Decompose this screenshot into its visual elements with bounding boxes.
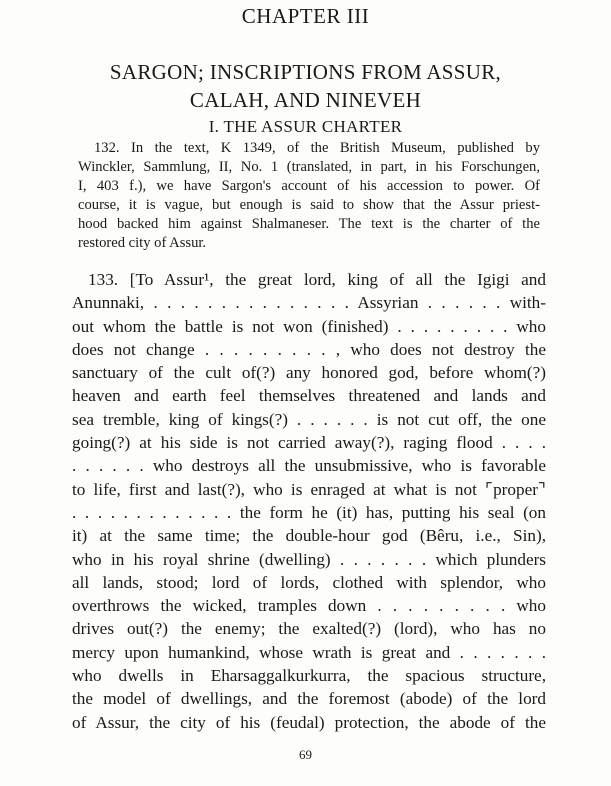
text-line: mercy upon humankind, whose wrath is great and . . . . . . .	[72, 642, 546, 662]
text-line: I, 403 f.), we have Sargon's account of his accession to power. Of	[78, 178, 540, 194]
text-line: to life, first and last(?), who is enraged at what is not ⌜proper⌝	[72, 479, 546, 499]
paragraph-132	[78, 139, 540, 253]
text-line: sea tremble, king of kings(?) . . . . . . is not cut off, the one	[72, 409, 546, 429]
text-line: sanctuary of the cult of(?) any honored god, before whom(?)	[72, 363, 546, 383]
text-line: restored city of Assur.	[78, 235, 207, 251]
text-line: . . . . . . . . . . . . . the form he (it) has, putting his seal (on	[72, 502, 546, 522]
text-line: Winckler, Sammlung, II, No. 1 (translated, in part, in his Forschungen,	[78, 159, 540, 175]
text-line: course, it is vague, but enough is said to show that the Assur priest-	[78, 197, 540, 213]
text-line: . . . . . . who destroys all the unsubmissive, who is favorable	[72, 456, 546, 476]
chapter-title-line: CALAH, AND NINEVEH	[189, 88, 422, 112]
text-line: going(?) at his side is not carried away(?), raging flood . . . .	[72, 433, 546, 453]
text-line: of Assur, the city of his (feudal) protection, the abode of the	[72, 712, 546, 732]
chapter-heading: CHAPTER III	[241, 4, 370, 28]
text-line: drives out(?) the enemy; the exalted(?) (lord), who has no	[72, 619, 546, 639]
text-line: the model of dwellings, and the foremost (abode) of the lord	[72, 689, 546, 709]
text-line: Anunnaki, . . . . . . . . . . . . . . . Assyrian . . . . . . with-	[72, 293, 546, 313]
paragraph-133	[72, 268, 546, 734]
text-line: overthrows the wicked, tramples down . . . . . . . . . who	[72, 596, 546, 616]
text-line: it) at the same time; the double-hour god (Bêru, i.e., Sin),	[72, 526, 546, 546]
text-line: who in his royal shrine (dwelling) . . . . . . . which plunders	[72, 549, 546, 569]
text-line: who dwells in Eharsaggalkurkurra, the spacious structure,	[72, 666, 546, 686]
chapter-title	[0, 58, 611, 114]
page-number: 69	[299, 747, 312, 762]
text-line: does not change . . . . . . . . . , who does not destroy the	[72, 339, 546, 359]
chapter-title-line: SARGON; INSCRIPTIONS FROM ASSUR,	[109, 60, 502, 84]
text-line: hood backed him against Shalmaneser. The text is the charter of the	[78, 216, 540, 232]
text-line: 133. [To Assur¹, the great lord, king of all the Igigi and	[88, 270, 546, 289]
text-line: all lands, stood; lord of lords, clothed with splendor, who	[72, 572, 546, 592]
text-line: 132. In the text, K 1349, of the British Museum, published by	[94, 140, 540, 156]
text-line: heaven and earth feel themselves threatened and lands and	[72, 386, 546, 406]
section-heading: I. THE ASSUR CHARTER	[208, 117, 403, 136]
text-line: out whom the battle is not won (finished) . . . . . . . . . who	[72, 316, 546, 336]
